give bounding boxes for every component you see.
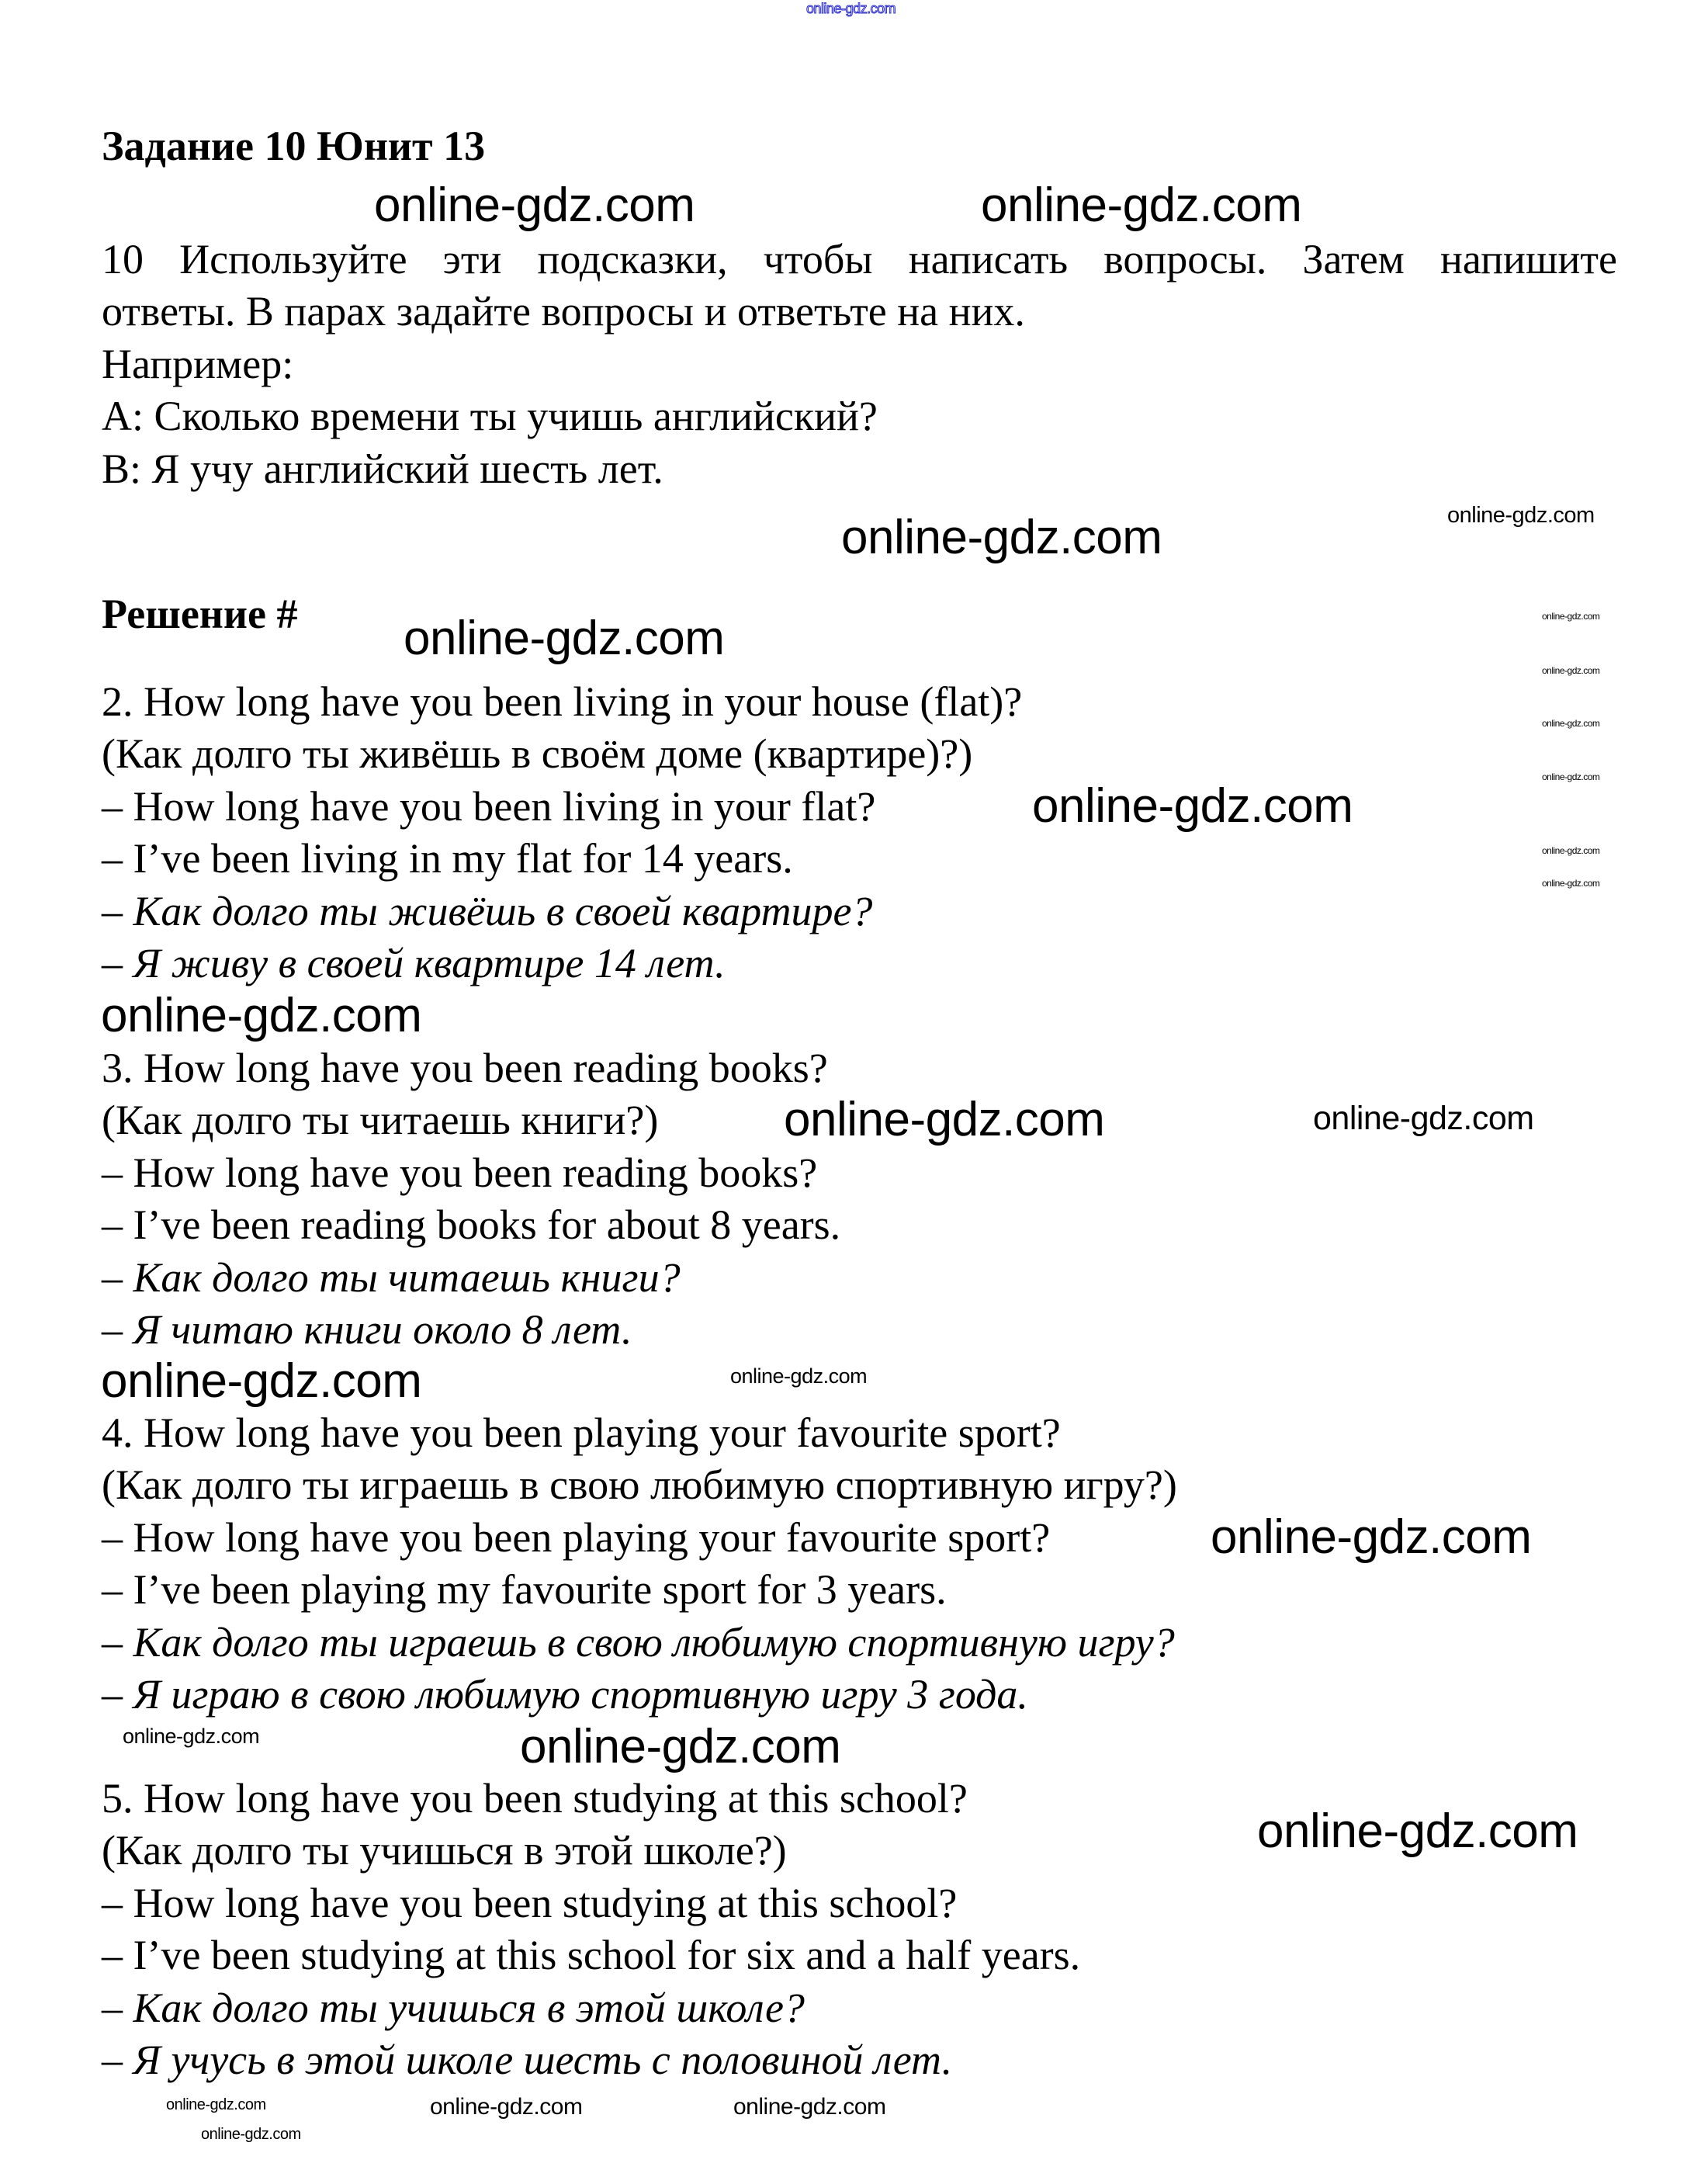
dialogue-line: – I’ve been living in my flat for 14 years. [102, 835, 793, 882]
answer-section [102, 1042, 1617, 1356]
dialogue-translation: – Как долго ты учишься в этой школе? [102, 1984, 805, 2031]
watermark: online-gdz.com [1032, 779, 1353, 833]
example-label: Например: [102, 340, 294, 387]
dialogue-translation: – Я живу в своей квартире 14 лет. [102, 940, 726, 987]
dialogue-translation: – Как долго ты играешь в свою любимую спортивную игру? [102, 1618, 1175, 1666]
page-title: Задание 10 Юнит 13 [102, 123, 486, 169]
watermark: online-gdz.com [730, 1364, 868, 1388]
example-a: А: Сколько времени ты учишь английский? [102, 393, 878, 440]
instruction-line: 10 Используйте эти подсказки, чтобы написать вопросы. Затем напишите [102, 236, 1617, 283]
solution-heading: Решение # [102, 591, 298, 637]
dialogue-line: – How long have you been reading books? [102, 1149, 818, 1196]
question: 2. How long have you been living in your house (flat)? [102, 678, 1023, 725]
translation: (Как долго ты живёшь в своём доме (квартире)?) [102, 730, 973, 778]
watermark: online-gdz.com [520, 1720, 841, 1773]
watermark: online-gdz.com [1313, 1100, 1534, 1137]
watermark: online-gdz.com [166, 2096, 266, 2113]
watermark: online-gdz.com [1542, 611, 1600, 622]
watermark: online-gdz.com [981, 179, 1302, 232]
watermark: online-gdz.com [404, 612, 725, 665]
translation: (Как долго ты играешь в свою любимую спортивную игру?) [102, 1461, 1177, 1509]
question: 3. How long have you been reading books? [102, 1045, 828, 1091]
dialogue-translation: – Я учусь в этой школе шесть с половиной лет. [102, 2037, 953, 2084]
question: 5. How long have you been studying at this school? [102, 1775, 968, 1822]
translation: (Как долго ты читаешь книги?) [102, 1097, 659, 1144]
watermark: online-gdz.com [784, 1093, 1105, 1146]
answer-section [102, 676, 1617, 990]
watermark: online-gdz.com [1542, 771, 1600, 782]
watermark: online-gdz.com [1447, 503, 1595, 528]
watermark: online-gdz.com [1542, 665, 1600, 676]
instruction-line: ответы. В парах задайте вопросы и ответьте на них. [102, 288, 1025, 335]
watermark: online-gdz.com [101, 989, 422, 1042]
question: 4. How long have you been playing your favourite sport? [102, 1409, 1061, 1456]
watermark: online-gdz.com [733, 2094, 886, 2120]
dialogue-translation: – Я читаю книги около 8 лет. [102, 1306, 632, 1354]
dialogue-translation: – Как долго ты читаешь книги? [102, 1253, 681, 1301]
watermark: online-gdz.com [430, 2094, 583, 2120]
task-instructions [102, 234, 1617, 495]
watermark: online-gdz.com [806, 1, 896, 16]
dialogue-translation: – Как долго ты живёшь в своей квартире? [102, 887, 873, 934]
watermark: online-gdz.com [1211, 1510, 1532, 1564]
dialogue-line: – I’ve been reading books for about 8 years. [102, 1201, 841, 1249]
dialogue-line: – How long have you been living in your flat? [102, 782, 876, 830]
watermark: online-gdz.com [374, 179, 695, 232]
watermark: online-gdz.com [101, 1354, 422, 1408]
dialogue-line: – I’ve been studying at this school for six and a half years. [102, 1932, 1081, 1979]
watermark: online-gdz.com [1542, 878, 1600, 889]
watermark: online-gdz.com [123, 1725, 260, 1748]
watermark: online-gdz.com [1542, 845, 1600, 856]
answer-section [102, 1407, 1617, 1721]
dialogue-line: – I’ve been playing my favourite sport for 3 years. [102, 1566, 947, 1614]
watermark: online-gdz.com [841, 511, 1162, 564]
watermark: online-gdz.com [201, 2126, 301, 2143]
dialogue-line: – How long have you been studying at this school? [102, 1879, 958, 1926]
example-b: В: Я учу английский шесть лет. [102, 445, 663, 492]
translation: (Как долго ты учишься в этой школе?) [102, 1827, 787, 1874]
dialogue-line: – How long have you been playing your favourite sport? [102, 1513, 1051, 1561]
watermark: online-gdz.com [1257, 1804, 1578, 1858]
dialogue-translation: – Я играю в свою любимую спортивную игру 3 года. [102, 1671, 1028, 1718]
watermark: online-gdz.com [1542, 718, 1600, 729]
